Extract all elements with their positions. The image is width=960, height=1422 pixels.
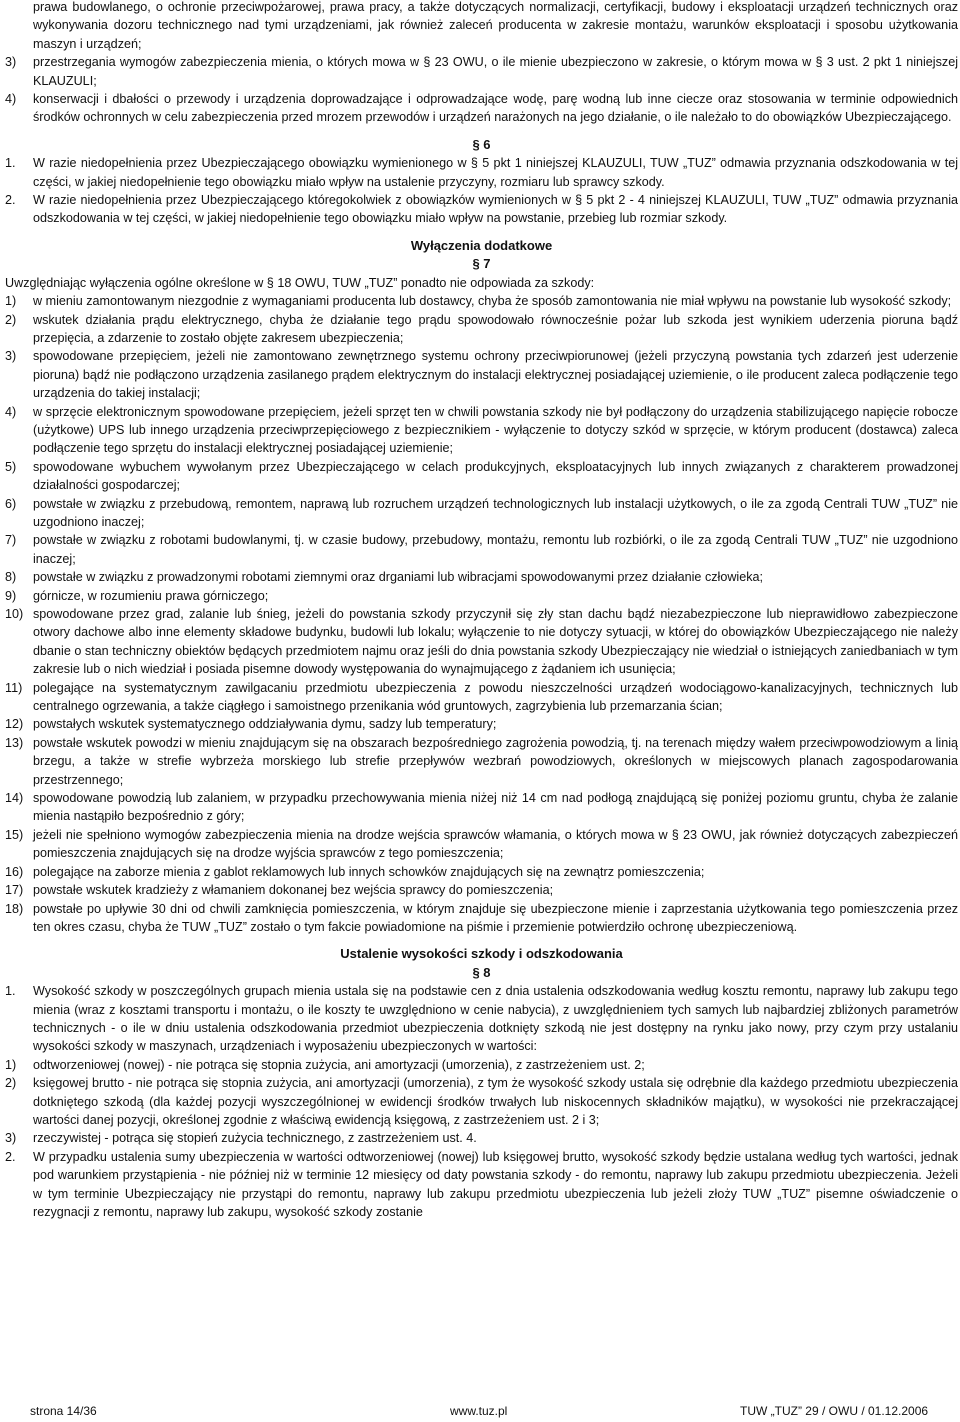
list-item bbox=[5, 900, 958, 937]
item-text: księgowej brutto - nie potrąca się stopnia zużycia, ani amortyzacji (umorzenia), z tym że wysokość szkody ustala się odrębnie dla każdego przedmiotu ubezpieczenia dotkniętego szkodą (dla każdej pozycji wyszczególnionej w ewidencji środków trwałych lub niskocennych składników majątku), w wysokości nie przekraczającej wartości danej pozycji, określonej zgodnie z właściwą ewidencją księgową, z zastrzeżeniem ust. 2 i 3; bbox=[33, 1076, 958, 1127]
website-link[interactable]: www.tuz.pl bbox=[450, 1404, 508, 1418]
list-item bbox=[5, 826, 958, 863]
list-item bbox=[5, 789, 958, 826]
section-6-paragraph bbox=[5, 191, 958, 228]
list-item bbox=[5, 734, 958, 789]
item-text: spowodowane przepięciem, jeżeli nie zamontowano zewnętrznego systemu ochrony przeciwpiorunowej (jeżeli przyczyną powstania tych zdarzeń jest uderzenie pioruna) bądź nie podłączono urządzenia zasilanego prądem elektrycznym do instalacji elektrycznej posiadającej uziemienie, o ile producent zaleca podłączenie tego urządzenia do takiej instalacji; bbox=[33, 349, 958, 401]
list-item bbox=[5, 1074, 958, 1129]
item-number: 7) bbox=[5, 533, 17, 548]
list-item bbox=[5, 568, 958, 586]
document-page bbox=[5, 0, 958, 1221]
list-item bbox=[5, 679, 958, 716]
paragraph-text: W razie niedopełnienia przez Ubezpieczającego obowiązku wymienionego w § 5 pkt 1 niniejszej KLAUZULI, TUW „TUZ” odmawia przyznania odszkodowania w tej części, w jakiej niedopełnienie tego obowiązku miało wpływ na ustalenie przyczyny, rozmiaru lub sprawcy szkody. bbox=[33, 156, 958, 189]
item-number: 3) bbox=[5, 349, 17, 364]
exclusions-list bbox=[5, 292, 958, 936]
intro-continuation: prawa budowlanego, o ochronie przeciwpożarowej, prawa pracy, a także dotyczących normalizacji, certyfikacji, budowy i eksploatacji urządzeń technicznych oraz wykonywania dozoru technicznego nad tymi urządzeniami, jak również zaleceń producenta w zakresie montażu, warunków eksploatacji i sposobu użytkowania maszyn i urządzeń; bbox=[33, 0, 958, 51]
list-item bbox=[5, 1056, 958, 1074]
list-item bbox=[5, 605, 958, 679]
item-text: odtworzeniowej (nowej) - nie potrąca się stopnia zużycia, ani amortyzacji (umorzenia), z zastrzeżeniem ust. 2; bbox=[33, 1057, 645, 1072]
item-number: 12) bbox=[5, 717, 24, 732]
valuation-list bbox=[5, 1056, 958, 1148]
item-text: jeżeli nie spełniono wymogów zabezpieczenia mienia na drodze wejścia sprawców włamania, o których mowa w § 23 OWU, jak również dotyczących zabezpieczeń pomieszczenia znajdujących się na drodze wyjścia sprawców z tego pomieszczenia; bbox=[33, 827, 958, 861]
item-text: powstałe wskutek powodzi w mieniu znajdującym się na obszarach bezpośredniego zagrożenia powodzią, tj. na terenach między wałem przeciwpowodziowym a linią brzegu, a także w strefie wybrzeża morskiego lub strefie przepływów wezbrań powodziowych, określonych w miejscowych planach zagospodarowania przestrzennego; bbox=[33, 735, 958, 787]
item-number: 13) bbox=[5, 735, 24, 750]
item-text: górnicze, w rozumieniu prawa górniczego; bbox=[33, 588, 269, 603]
item-number: 6) bbox=[5, 496, 17, 511]
paragraph-text: W przypadku ustalenia sumy ubezpieczenia w wartości odtworzeniowej (nowej) lub księgowej brutto, wysokość szkody będzie ustalana według tych wartości, jednak pod warunkiem przystąpienia - nie później niż w terminie 12 miesięcy od daty powstania szkody - do remontu, naprawy lub zakupu przedmiotu ubezpieczenia. Jeżeli w tym terminie Ubezpieczający nie przystąpi do remontu, naprawy lub zakupu przedmiotu ubezpieczenia lub jeżeli złoży TUW „TUZ” pisemne oświadczenie o rezygnacji z remontu, naprawy lub zakupu, wysokość szkody zostanie bbox=[33, 1149, 958, 1219]
section-8-paragraph bbox=[5, 982, 958, 1056]
section-8-heading: Ustalenie wysokości szkody i odszkodowania bbox=[340, 946, 623, 962]
item-number: 15) bbox=[5, 827, 24, 842]
item-number: 14) bbox=[5, 791, 24, 806]
list-item bbox=[5, 347, 958, 402]
item-number: 17) bbox=[5, 883, 24, 898]
item-number: 11) bbox=[5, 680, 23, 695]
item-text: powstałych wskutek systematycznego oddziaływania dymu, sadzy lub temperatury; bbox=[33, 717, 497, 732]
item-number: 10) bbox=[5, 607, 24, 621]
section-7-heading: Wyłączenia dodatkowe bbox=[410, 237, 553, 253]
item-number: 4) bbox=[5, 404, 17, 419]
paragraph-number: 1. bbox=[5, 984, 16, 999]
item-number: 8) bbox=[5, 570, 17, 585]
list-item bbox=[5, 1129, 958, 1147]
item-text: spowodowane przez grad, zalanie lub śnieg, jeżeli do powstania szkody przyczynił się zły stan dachu bądź niezabezpieczone lub nieprawidłowo zabezpieczone otwory dachowe albo inne elementy składowe budynku, budowli lub lokalu; wyłączenie to nie dotyczy sytuacji, w której do obowiązków Ubezpieczającego nie należy dbanie o stan techniczny obiektów będących przedmiotem najmu oraz jeśli do dnia powstania szkody Ubezpieczający nie wiedział o istniejących zaniedbaniach w tym zakresie lub o nich wiedział i posiada pisemne dowody występowania do wynajmującego z żądaniem ich usunięcia; bbox=[33, 607, 958, 677]
item-text: powstałe po upływie 30 dni od chwili zamknięcia pomieszczenia, w którym znajduje się ubezpieczone mienie i zaprzestania użytkowania tego pomieszczenia przez ten okres czasu, chyba że TUW „TUZ” zostało o tym fakcie powiadomione na piśmie i przemienie potwierdziło ochronę ubezpieczeniową. bbox=[33, 901, 958, 934]
list-item bbox=[5, 881, 958, 899]
item-number: 1) bbox=[5, 294, 17, 309]
section-6-paragraph bbox=[5, 154, 958, 191]
item-text: powstałe w związku z robotami budowlanymi, tj. w czasie budowy, przebudowy, montażu, remontu lub rozbiórki, o ile za zgodą Centrali TUW „TUZ” nie uzgodniono inaczej; bbox=[33, 533, 958, 566]
paragraph-number: 2. bbox=[5, 193, 16, 208]
item-number: 3) bbox=[5, 1131, 17, 1146]
item-text: powstałe wskutek kradzieży z włamaniem dokonanej bez wejścia sprawcy do pomieszczenia; bbox=[33, 883, 554, 898]
list-item bbox=[5, 403, 958, 458]
item-text: wskutek działania prądu elektrycznego, chyba że działanie tego prądu spowodowało równocześnie pożar lub szkoda jest wynikiem uderzenia pioruna bądź przepięcia, a zdarzenie to zostało objęte zakresem ubezpieczenia; bbox=[33, 312, 958, 345]
item-number: 2) bbox=[5, 312, 17, 327]
intro-item bbox=[5, 53, 958, 90]
section-8-paragraph bbox=[5, 1148, 958, 1222]
paragraph-text: W razie niedopełnienia przez Ubezpieczającego któregokolwiek z obowiązków wymienionych w § 5 pkt 2 - 4 niniejszej KLAUZULI, TUW „TUZ” odmawia przyznania odszkodowania w tej części, w jakiej niedopełnienie tego obowiązku miało wpływ na powstanie, przebieg lub rozmiar szkody. bbox=[33, 193, 958, 226]
page-number: strona 14/36 bbox=[30, 1404, 97, 1418]
paragraph-number: 1. bbox=[5, 156, 16, 171]
item-text: rzeczywistej - potrąca się stopień zużycia technicznego, z zastrzeżeniem ust. 4. bbox=[33, 1131, 477, 1146]
item-text: spowodowane wybuchem wywołanym przez Ubezpieczającego w celach produkcyjnych, eksploatacyjnych lub innych związanych z charakterem prowadzonej działalności gospodarczej; bbox=[33, 459, 958, 493]
item-text: przestrzegania wymogów zabezpieczenia mienia, o których mowa w § 23 OWU, o ile mienie ubezpieczono w zakresie, o którym mowa w § 3 ust. 2 pkt 1 niniejszej KLAUZULI; bbox=[33, 55, 958, 88]
item-number: 9) bbox=[5, 588, 17, 603]
list-item bbox=[5, 292, 958, 310]
item-text: spowodowane powodzią lub zalaniem, w przypadku przechowywania mienia niżej niż 14 cm nad podłogą znajdującą się poniżej poziomu gruntu, chyba że zalanie mienia nastąpiło bezpośrednio z góry; bbox=[33, 791, 958, 824]
list-item bbox=[5, 458, 958, 495]
item-number: 2) bbox=[5, 1076, 17, 1091]
item-text: w mieniu zamontowanym niezgodnie z wymaganiami producenta lub dostawcy, chyba że sposób zamontowania nie miał wpływu na powstanie lub wysokość szkody; bbox=[33, 294, 952, 309]
item-text: polegające na zaborze mienia z gablot reklamowych lub innych schowków znajdujących się na zewnątrz pomieszczenia; bbox=[33, 864, 705, 879]
paragraph-number: 2. bbox=[5, 1149, 16, 1164]
list-item bbox=[5, 863, 958, 881]
item-text: konserwacji i dbałości o przewody i urządzenia doprowadzające i odprowadzające wodę, parę wodną lub inne ciecze oraz stosowania w terminie odpowiednich środków ochronnych w celu zabezpieczenia przed mrozem przewodów i urządzeń narażonych na jego działanie, o ile należało to do obowiązków Ubezpieczającego. bbox=[33, 92, 958, 125]
item-text: w sprzęcie elektronicznym spowodowane przepięciem, jeżeli sprzęt ten w chwili powstania szkody nie był podłączony do urządzenia stabilizującego napięcie robocze (użytkowe) UPS lub innego urządzenia przeciwprzepięciowego z bezpiecznikiem - wyłączenie to dotyczy szkód w sprzęcie, w którym producent (dostawca) zaleca podłączenie tego sprzętu do instalacji elektrycznej posiadającej uziemienie; bbox=[33, 404, 958, 456]
list-item bbox=[5, 495, 958, 532]
item-text: powstałe w związku z prowadzonymi robotami ziemnymi oraz drganiami lub wibracjami spowodowanymi przez działanie człowieka; bbox=[33, 570, 764, 585]
section-8-label: § 8 bbox=[472, 964, 491, 980]
list-item bbox=[5, 311, 958, 348]
section-7-intro: Uwzględniając wyłączenia ogólne określone w § 18 OWU, TUW „TUZ” ponadto nie odpowiada za szkody: bbox=[5, 275, 595, 290]
list-item bbox=[5, 531, 958, 568]
document-code: TUW „TUZ” 29 / OWU / 01.12.2006 bbox=[740, 1404, 929, 1418]
list-item bbox=[5, 587, 958, 605]
item-text: polegające na systematycznym zawilgacaniu przedmiotu ubezpieczenia z powodu nieszczelności urządzeń wodociągowo-kanalizacyjnych, technicznych lub centralnego ogrzewania, a także ciągłego i samoistnego przenikania wód gruntowych, zagrzybienia lub przemarzania ścian; bbox=[33, 680, 958, 714]
item-number: 5) bbox=[5, 459, 17, 474]
item-number: 4) bbox=[5, 92, 17, 107]
item-number: 3) bbox=[5, 55, 17, 70]
item-number: 18) bbox=[5, 901, 24, 916]
item-text: powstałe w związku z przebudową, remontem, naprawą lub rozruchem urządzeń technologicznych lub instalacji użytkowych, o ile za zgodą Centrali TUW „TUZ” nie uzgodniono inaczej; bbox=[33, 496, 958, 529]
intro-item bbox=[5, 90, 958, 127]
section-6-label: § 6 bbox=[472, 136, 491, 152]
item-number: 1) bbox=[5, 1057, 17, 1072]
paragraph-text: Wysokość szkody w poszczególnych grupach mienia ustala się na podstawie cen z dnia ustalenia odszkodowania według kosztu remontu, naprawy lub zakupu tego mienia (wraz z kosztami transportu i montażu, o ile koszty te uwzględniono w cenie nabycia), z uwzględnieniem tych samych lub najbardziej zbliżonych parametrów technicznych - o ile w dniu ustalenia odszkodowania przedmiot ubezpieczenia dotknięty szkodą nie jest dostępny na rynku jako nowy, przy czym przy ustalaniu wysokości szkody w maszynach, urządzeniach i wyposażeniu ubezpieczonych w wartości: bbox=[33, 984, 958, 1054]
list-item bbox=[5, 715, 958, 733]
section-7-label: § 7 bbox=[472, 256, 491, 272]
item-number: 16) bbox=[5, 864, 24, 879]
